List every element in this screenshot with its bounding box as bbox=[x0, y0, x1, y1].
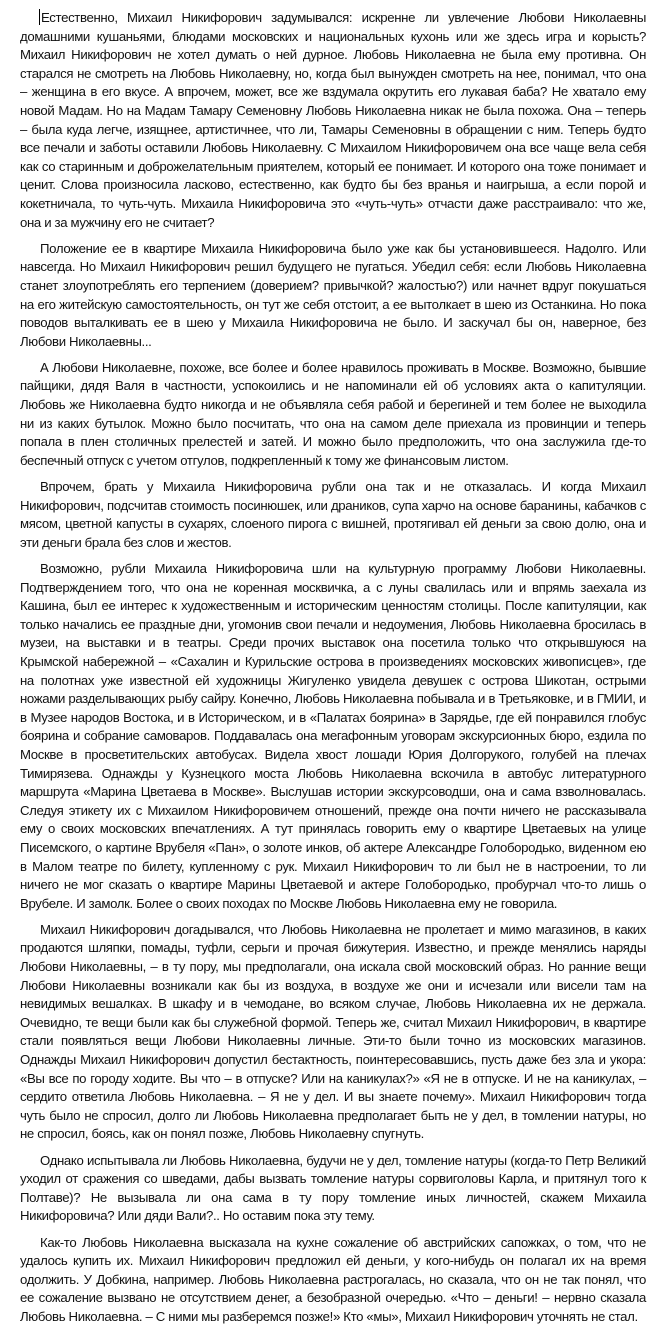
paragraph-text: Впрочем, брать у Михаила Никифоровича рубли она так и не отказалась. И когда Михаил Никифорович, подсчитав стоимость посинюшек, или драников, супа харчо на основе баранины, кабачков с мясом, цветной капусты в сухарях, слоеного пирога с вишней, протягивал ей деньги за свою долю, она и эти деньги брала без слов и жестов. bbox=[20, 479, 646, 550]
paragraph-1 bbox=[20, 9, 646, 232]
paragraph-text: Однако испытывала ли Любовь Николаевна, будучи не у дел, томление натуры (когда-то Петр Великий уходил от сражения со шведами, дабы вызвать томление натуры сорвиголовы Карла, и притянул того к Полтаве)? Не вызывала ли она сама в ту пору томление иных личностей, скажем Михаила Никифоровича? Или дяди Вали?.. Но оставим пока эту тему. bbox=[20, 1152, 646, 1224]
paragraph-4 bbox=[20, 478, 646, 552]
paragraph-7 bbox=[20, 1152, 646, 1226]
paragraph-text: Как-то Любовь Николаевна высказала на кухне сожаление об австрийских сапожках, о том, что не удалось купить их. Михаил Никифорович предложил ей деньги, у кого-нибудь он полагал их на время одолжить. У Добкина, например. Любовь Николаевна растрогалась, но сказала, что он не так понял, что ее сожаление вызвано не отсутствием денег, а безобразной очередью. «Что – деньги! – нервно сказала Любовь Николаевна. – С ними мы разберемся позже!» Кто «мы», Михаил Никифорович уточнять не стал. bbox=[20, 1234, 646, 1324]
paragraph-8 bbox=[20, 1234, 646, 1327]
paragraph-text: Возможно, рубли Михаила Никифоровича шли на культурную программу Любови Николаевны. Подтверждением того, что она не коренная москвичка, а с луны свалилась или и впрямь заехала из Кашина, был ее интерес к художественным и историческим ценностям столицы. После капитуляции, как только начались ее праздные дни, угомонив свои печали и недоумения, Любовь Николаевна бросилась в музеи, на выставки и в театры. Среди прочих выставок она посетила только что открывшуюся на Крымской набережной – «Сахалин и Курильские острова в произведениях московских живописцев», где на полотнах уже известной ей художницы Жигуленко увидела девушек с острова Шикотан, острыми ножами разделывающих рыбу сайру. Конечно, Любовь Николаевна побывала и в Третьяковке, и в ГМИИ, и в Музее народов Востока, и в Историческом, и в «Палатах боярина» в Зарядье, где ей понравился глобус боярина и собрание самоваров. Поддавалась она мегафонным уговорам экскурсионных бюро, ездила по Москве в просветительских автобусах. Видела хвост лошади Юрия Долгорукого, голубей на плечах Тимирязева. Однажды у Кузнецкого моста Любовь Николаевна вскочила в автобус литературного маршрута «Марина Цветаева в Москве». Выслушав истории экскурсоводши, она и сама взволновалась. Следуя этикету их с Михаилом Никифоровичем отношений, прежде она почти ничего не рассказывала ему о своих московских впечатлениях. А тут принялась говорить ему о квартире Цветаевых на улице Писемского, о картине Врубеля «Пан», о золоте инков, об актере Александре Голобородько, виденном ею в Малом театре по билету, купленному с рук. Михаил Никифорович то ли был не в настроении, то ли ничего не мог сказать о квартире Марины Цветаевой и актере Голобородько, пробурчал что-то лишь о Врубеле. И замолк. Более о своих походах по Москве Любовь Николаевна ему не говорила. bbox=[20, 561, 646, 911]
document-page[interactable] bbox=[20, 9, 646, 1334]
paragraph-5 bbox=[20, 560, 646, 913]
paragraph-text: Естественно, Михаил Никифорович задумывался: искренне ли увлечение Любови Николаевны домашними кушаньями, блюдами московских и национальных кухонь или же здесь игра и корысть? Михаил Никифорович не хотел думать о ней дурное. Любовь Николаевна не была ему противна. Он старался не смотреть на Любовь Николаевну, но, когда был вынужден смотреть на нее, понимал, что она – женщина в его вкусе. А впрочем, может, все же вздумала окрутить его лукавая баба? Не хватало ему новой Мадам. Но на Мадам Тамару Семеновну Любовь Николаевна никак не была похожа. Она – теперь – была куда легче, изящнее, артистичнее, что ли, Тамары Семеновны в обращении с ним. Теперь будто все печали и заботы оставили Любовь Николаевну. С Михаилом Никифоровичем она все чаще вела себя как со старинным и доброжелательным приятелем, который ее понимает. И которого она тоже понимает и ценит. Слова произносила ласково, естественно, как будто бы без вранья и наигрыша, а если порой и кокетничала, то чуть-чуть. Михаила Никифоровича это «чуть-чуть» отчасти даже расстраивало: что же, она и за мужчину его не считает? bbox=[20, 10, 646, 230]
paragraph-text: Положение ее в квартире Михаила Никифоровича было уже как бы установившееся. Надолго. Или навсегда. Но Михаил Никифорович решил будущего не пугаться. Убедил себя: если Любовь Николаевна станет злоупотреблять его терпением (доверием? привычкой? жалостью?) или начнет вдруг покушаться на его житейскую самостоятельность, он тут же себя отстоит, а ее вытолкает в шею из Останкина. Но пока поводов выталкивать ее в шею у Михаила Никифоровича не было. И заскучал бы он, наверное, без Любови Николаевны... bbox=[20, 240, 646, 349]
paragraph-2 bbox=[20, 240, 646, 352]
paragraph-text: А Любови Николаевне, похоже, все более и более нравилось проживать в Москве. Возможно, бывшие пайщики, дядя Валя в частности, успокоились и не напоминали ей об условиях акта о капитуляции. Любовь же Николаевна будто никогда и не объявляла себя рабой и берегиней и тем более не выходила ни из каких бутылок. Можно было посчитать, что она на самом деле приехала из провинции и теперь попала в плен столичных прелестей и затей. И можно было предположить, что она заслужила где-то беспечный отпуск с учетом отгулов, подкрепленный к тому же финансовым листом. bbox=[20, 359, 646, 468]
paragraph-3 bbox=[20, 359, 646, 471]
text-cursor bbox=[39, 9, 40, 25]
paragraph-6 bbox=[20, 921, 646, 1144]
paragraph-text: Михаил Никифорович догадывался, что Любовь Николаевна не пролетает и мимо магазинов, в каких продаются шляпки, помады, туфли, серьги и прочая бижутерия. Известно, и прежде менялись наряды Любови Николаевны, – в ту пору, мы предполагали, она искала свой московский образ. Но ранние вещи Любови Николаевны возникали как бы из воздуха, в воздухе же они и исчезали или висели там на невидимых вешалках. В шкафу и в чемодане, во всяком случае, Любовь Николаевна их не держала. Очевидно, те вещи были как бы служебной формой. Теперь же, считал Михаил Никифорович, в квартире стали появляться вещи Любови Николаевны личные. Эти-то были точно из московских магазинов. Однажды Михаил Никифорович допустил бестактность, поинтересовавшись, пусть даже без зла и укора: «Вы все по городу ходите. Вы что – в отпуске? Или на каникулах?» «Я не в отпуске. И не на каникулах, – сердито ответила Любовь Николаевна. – Я не у дел. И вы знаете почему». Михаил Никифорович тогда чуть было не спросил, долго ли Любовь Николаевна предполагает быть не у дел, в томлении натуры, но не спросил, боясь, как он понял позже, Любовь Николаевну спугнуть. bbox=[20, 921, 646, 1142]
